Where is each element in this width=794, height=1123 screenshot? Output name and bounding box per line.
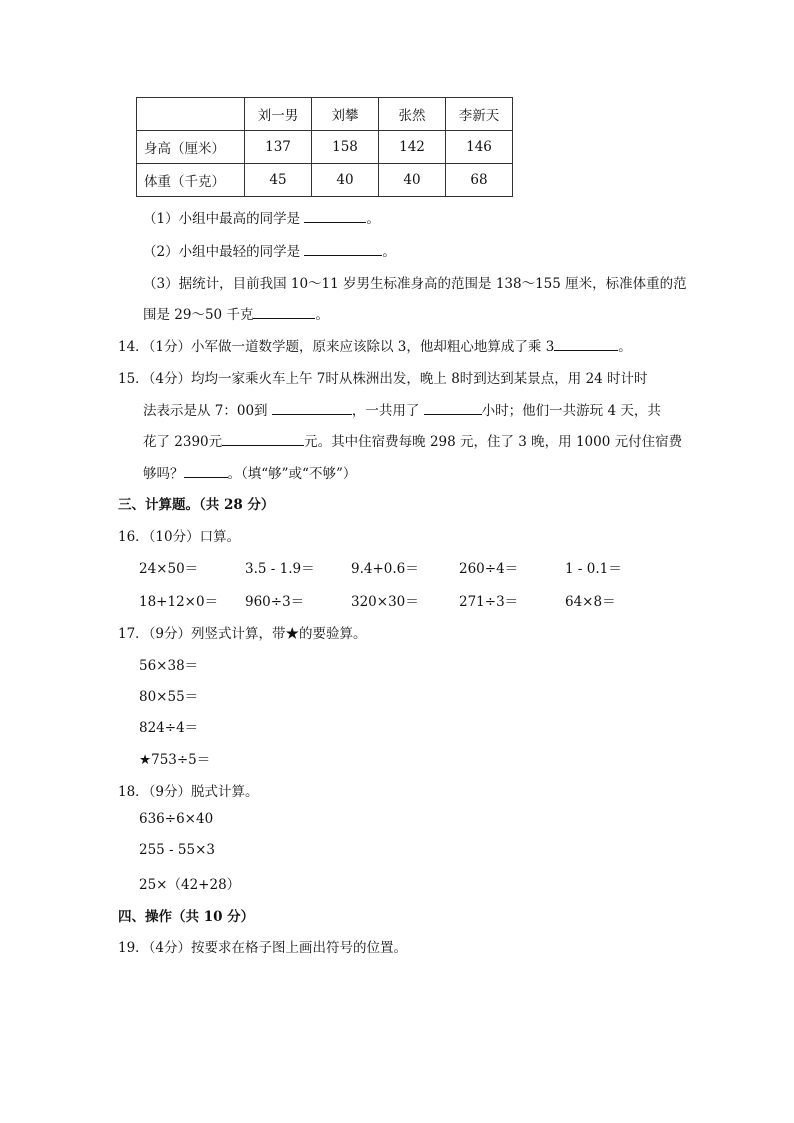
q13-part1-end: 。 xyxy=(366,211,380,227)
q19-title: 19．（4分）按要求在格子图上画出符号的位置。 xyxy=(118,940,408,956)
q17-title: 17．（9分）列竖式计算，带★的要验算。 xyxy=(118,626,367,642)
table-row-height xyxy=(137,131,513,164)
table-cell: 40 xyxy=(312,164,379,197)
q13-part2 xyxy=(143,240,396,260)
q15-text: ，一共用了 xyxy=(351,403,424,419)
q18-title: 18．（9分）脱式计算。 xyxy=(118,784,259,800)
answer-blank[interactable] xyxy=(304,208,366,223)
answer-blank[interactable] xyxy=(253,304,315,319)
student-data-table xyxy=(136,97,513,197)
q16-item: 960÷3＝ xyxy=(245,594,305,610)
table-header-cell: 刘攀 xyxy=(312,98,379,131)
q13-part1-text: （1）小组中最高的同学是 xyxy=(143,211,305,227)
q14-end: 。 xyxy=(618,339,632,355)
q14-text: 14．（1分）小军做一道数学题，原来应该除以 3，他却粗心地算成了乘 3 xyxy=(118,339,555,355)
q15-text: 花了 2390元 xyxy=(143,434,223,450)
table-corner-cell xyxy=(137,98,245,131)
q16-item: 18+12×0＝ xyxy=(139,594,219,610)
q15-line2 xyxy=(143,399,661,419)
q15-text: 。（填“够”或“不够”） xyxy=(227,466,357,482)
table-header-cell: 李新天 xyxy=(446,98,513,131)
q18-item: 255 - 55×3 xyxy=(139,842,215,858)
answer-blank[interactable] xyxy=(184,463,228,478)
table-cell: 137 xyxy=(245,131,312,164)
q15-text: 法表示是从 7：00到 xyxy=(143,403,272,419)
q16-row1 xyxy=(0,557,794,577)
table-row-label: 体重（千克） xyxy=(137,164,245,197)
answer-blank[interactable] xyxy=(304,241,382,256)
q15-text: 小时；他们一共游玩 4 天，共 xyxy=(481,403,661,419)
q16-item: 320×30＝ xyxy=(351,594,419,610)
q17-item: 824÷4＝ xyxy=(139,720,199,736)
q16-item: 24×50＝ xyxy=(139,561,199,577)
table-cell: 158 xyxy=(312,131,379,164)
q15-line4 xyxy=(143,462,356,482)
table-cell: 68 xyxy=(446,164,513,197)
q13-part3-text: 围是 29～50 千克 xyxy=(143,307,254,323)
table-header-row xyxy=(137,98,513,131)
q16-item: 3.5 - 1.9＝ xyxy=(245,561,315,577)
q18-item: 636÷6×40 xyxy=(139,811,214,827)
q18-item: 25×（42+28） xyxy=(139,877,241,893)
answer-blank[interactable] xyxy=(424,400,482,415)
answer-blank[interactable] xyxy=(272,400,352,415)
table-header-cell: 刘一男 xyxy=(245,98,312,131)
q16-item: 260÷4＝ xyxy=(459,561,519,577)
table-row-label: 身高（厘米） xyxy=(137,131,245,164)
q15-line1: 15．（4分）均均一家乘火车上午 7时从株洲出发，晚上 8时到达到某景点，用 24 时计时 xyxy=(118,371,648,387)
section3-title: 三、计算题。（共 28 分） xyxy=(118,497,275,513)
q16-item: 9.4+0.6＝ xyxy=(351,561,419,577)
table-cell: 142 xyxy=(379,131,446,164)
q17-item: 80×55＝ xyxy=(139,689,199,705)
q14 xyxy=(118,335,632,355)
q15-text: 够吗？ xyxy=(143,466,184,482)
q15-text: 元。其中住宿费每晚 298 元，住了 3 晚，用 1000 元付住宿费 xyxy=(304,434,683,450)
answer-blank[interactable] xyxy=(554,336,618,351)
q13-part1 xyxy=(143,207,380,227)
table-cell: 40 xyxy=(379,164,446,197)
section4-title: 四、操作（共 10 分） xyxy=(118,909,255,925)
q13-part3-line1: （3）据统计，目前我国 10～11 岁男生标准身高的范围是 138～155 厘米，标准体重的范 xyxy=(143,276,687,292)
q13-part3-line2 xyxy=(143,303,329,323)
q15-line3 xyxy=(143,430,682,450)
table-cell: 45 xyxy=(245,164,312,197)
q16-title: 16．（10分）口算。 xyxy=(118,529,241,545)
q16-item: 271÷3＝ xyxy=(459,594,519,610)
q17-item: 56×38＝ xyxy=(139,658,199,674)
q13-part3-end: 。 xyxy=(315,307,329,323)
q16-item: 1 - 0.1＝ xyxy=(565,561,622,577)
q13-part2-text: （2）小组中最轻的同学是 xyxy=(143,244,305,260)
q13-part2-end: 。 xyxy=(382,244,396,260)
table-row-weight xyxy=(137,164,513,197)
answer-blank[interactable] xyxy=(222,431,304,446)
table-cell: 146 xyxy=(446,131,513,164)
q17-item-starred: ★753÷5＝ xyxy=(139,752,211,768)
table-header-cell: 张然 xyxy=(379,98,446,131)
q16-item: 64×8＝ xyxy=(565,594,616,610)
q16-row2 xyxy=(0,590,794,610)
